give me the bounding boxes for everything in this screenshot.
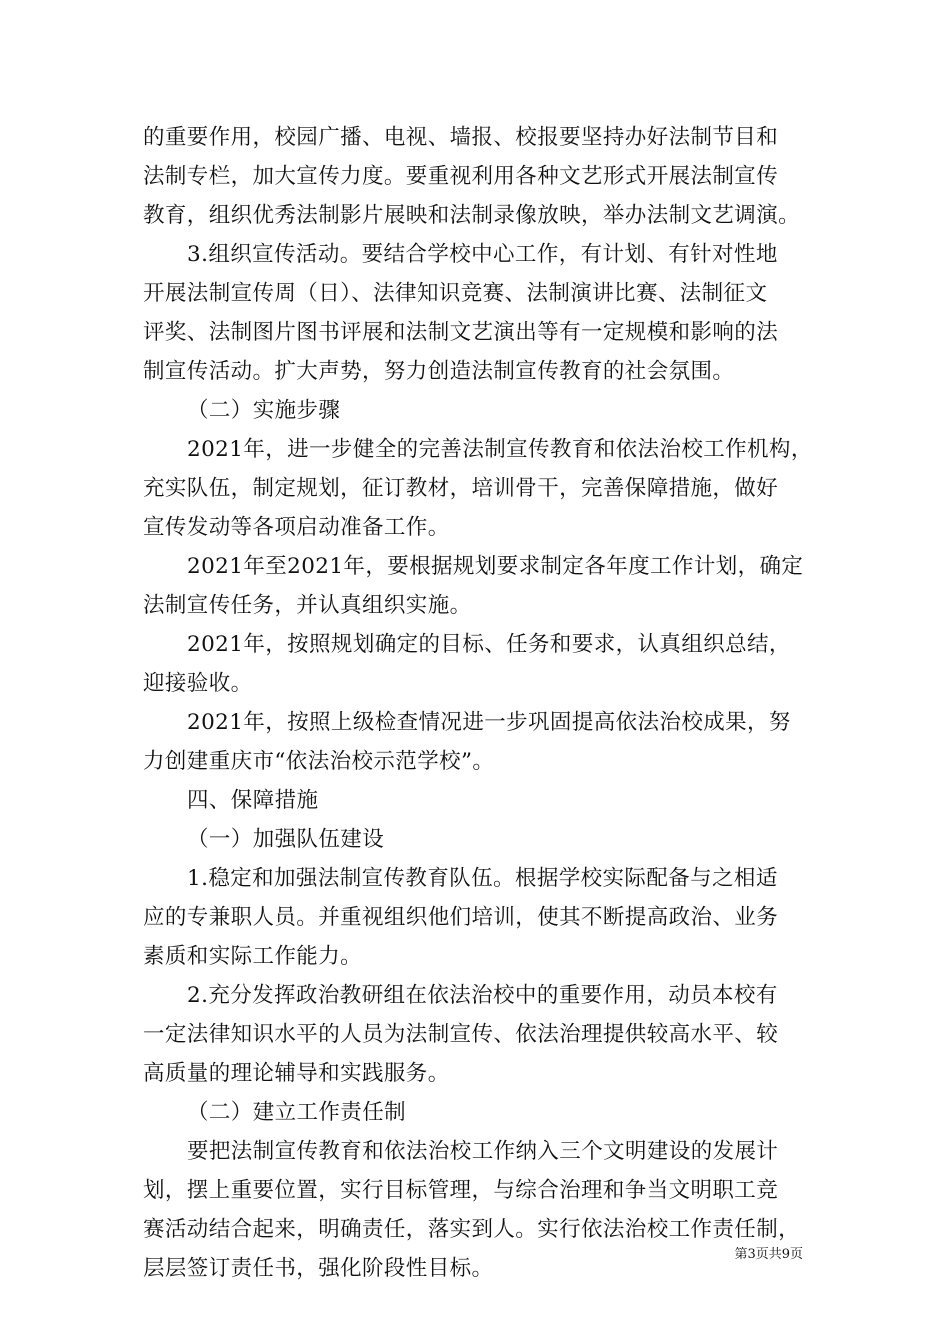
paragraph-start: 2021年，按照规划确定的目标、任务和要求，认真组织总结，	[187, 632, 791, 657]
text-line: 应的专兼职人员。并重视组织他们培训，使其不断提高政治、业务	[143, 905, 779, 930]
subsection-heading: （二）建立工作责任制	[187, 1100, 407, 1125]
text-line: 力创建重庆市“依法治校示范学校”。	[143, 749, 495, 774]
paragraph-start: 2021年至2021年，要根据规划要求制定各年度工作计划，确定	[187, 554, 804, 579]
text-line: 法制专栏，加大宣传力度。要重视利用各种文艺形式开展法制宣传	[143, 164, 779, 189]
text-line: 的重要作用，校园广播、电视、墙报、校报要坚持办好法制节目和	[143, 125, 779, 150]
paragraph-start: 2021年，按照上级检查情况进一步巩固提高依法治校成果，努	[187, 710, 791, 735]
page-number: 第3页共9页	[734, 1247, 803, 1262]
paragraph-start: 3.组织宣传活动。要结合学校中心工作，有计划、有针对性地	[187, 242, 778, 267]
subsection-heading: （二）实施步骤	[187, 398, 341, 423]
section-heading: 四、保障措施	[187, 788, 319, 813]
text-line: 层层签订责任书，强化阶段性目标。	[143, 1256, 494, 1281]
paragraph-start: 2.充分发挥政治教研组在依法治校中的重要作用，动员本校有	[187, 983, 778, 1008]
text-line: 教育，组织优秀法制影片展映和法制录像放映，举办法制文艺调演。	[143, 203, 801, 228]
paragraph-start: 2021年，进一步健全的完善法制宣传教育和依法治校工作机构，	[187, 437, 813, 462]
subsection-heading: （一）加强队伍建设	[187, 827, 385, 852]
text-line: 法制宣传任务，并认真组织实施。	[143, 593, 472, 618]
paragraph-start: 1.稳定和加强法制宣传教育队伍。根据学校实际配备与之相适	[187, 866, 778, 891]
text-line: 开展法制宣传周（日）、法律知识竞赛、法制演讲比赛、法制征文	[143, 281, 768, 306]
paragraph-start: 要把法制宣传教育和依法治校工作纳入三个文明建设的发展计	[187, 1139, 779, 1164]
text-line: 划，摆上重要位置，实行目标管理，与综合治理和争当文明职工竞	[143, 1178, 779, 1203]
text-line: 赛活动结合起来，明确责任，落实到人。实行依法治校工作责任制，	[143, 1217, 801, 1242]
text-line: 素质和实际工作能力。	[143, 944, 363, 969]
text-line: 充实队伍，制定规划，征订教材，培训骨干，完善保障措施，做好	[143, 476, 779, 501]
text-line: 评奖、法制图片图书评展和法制文艺演出等有一定规模和影响的法	[143, 320, 779, 345]
text-line: 迎接验收。	[143, 671, 253, 696]
document-body	[143, 118, 811, 1288]
text-line: 一定法律知识水平的人员为法制宣传、依法治理提供较高水平、较	[143, 1022, 779, 1047]
text-line: 制宣传活动。扩大声势，努力创造法制宣传教育的社会氛围。	[143, 359, 735, 384]
text-line: 高质量的理论辅导和实践服务。	[143, 1061, 450, 1086]
text-line: 宣传发动等各项启动准备工作。	[143, 515, 450, 540]
